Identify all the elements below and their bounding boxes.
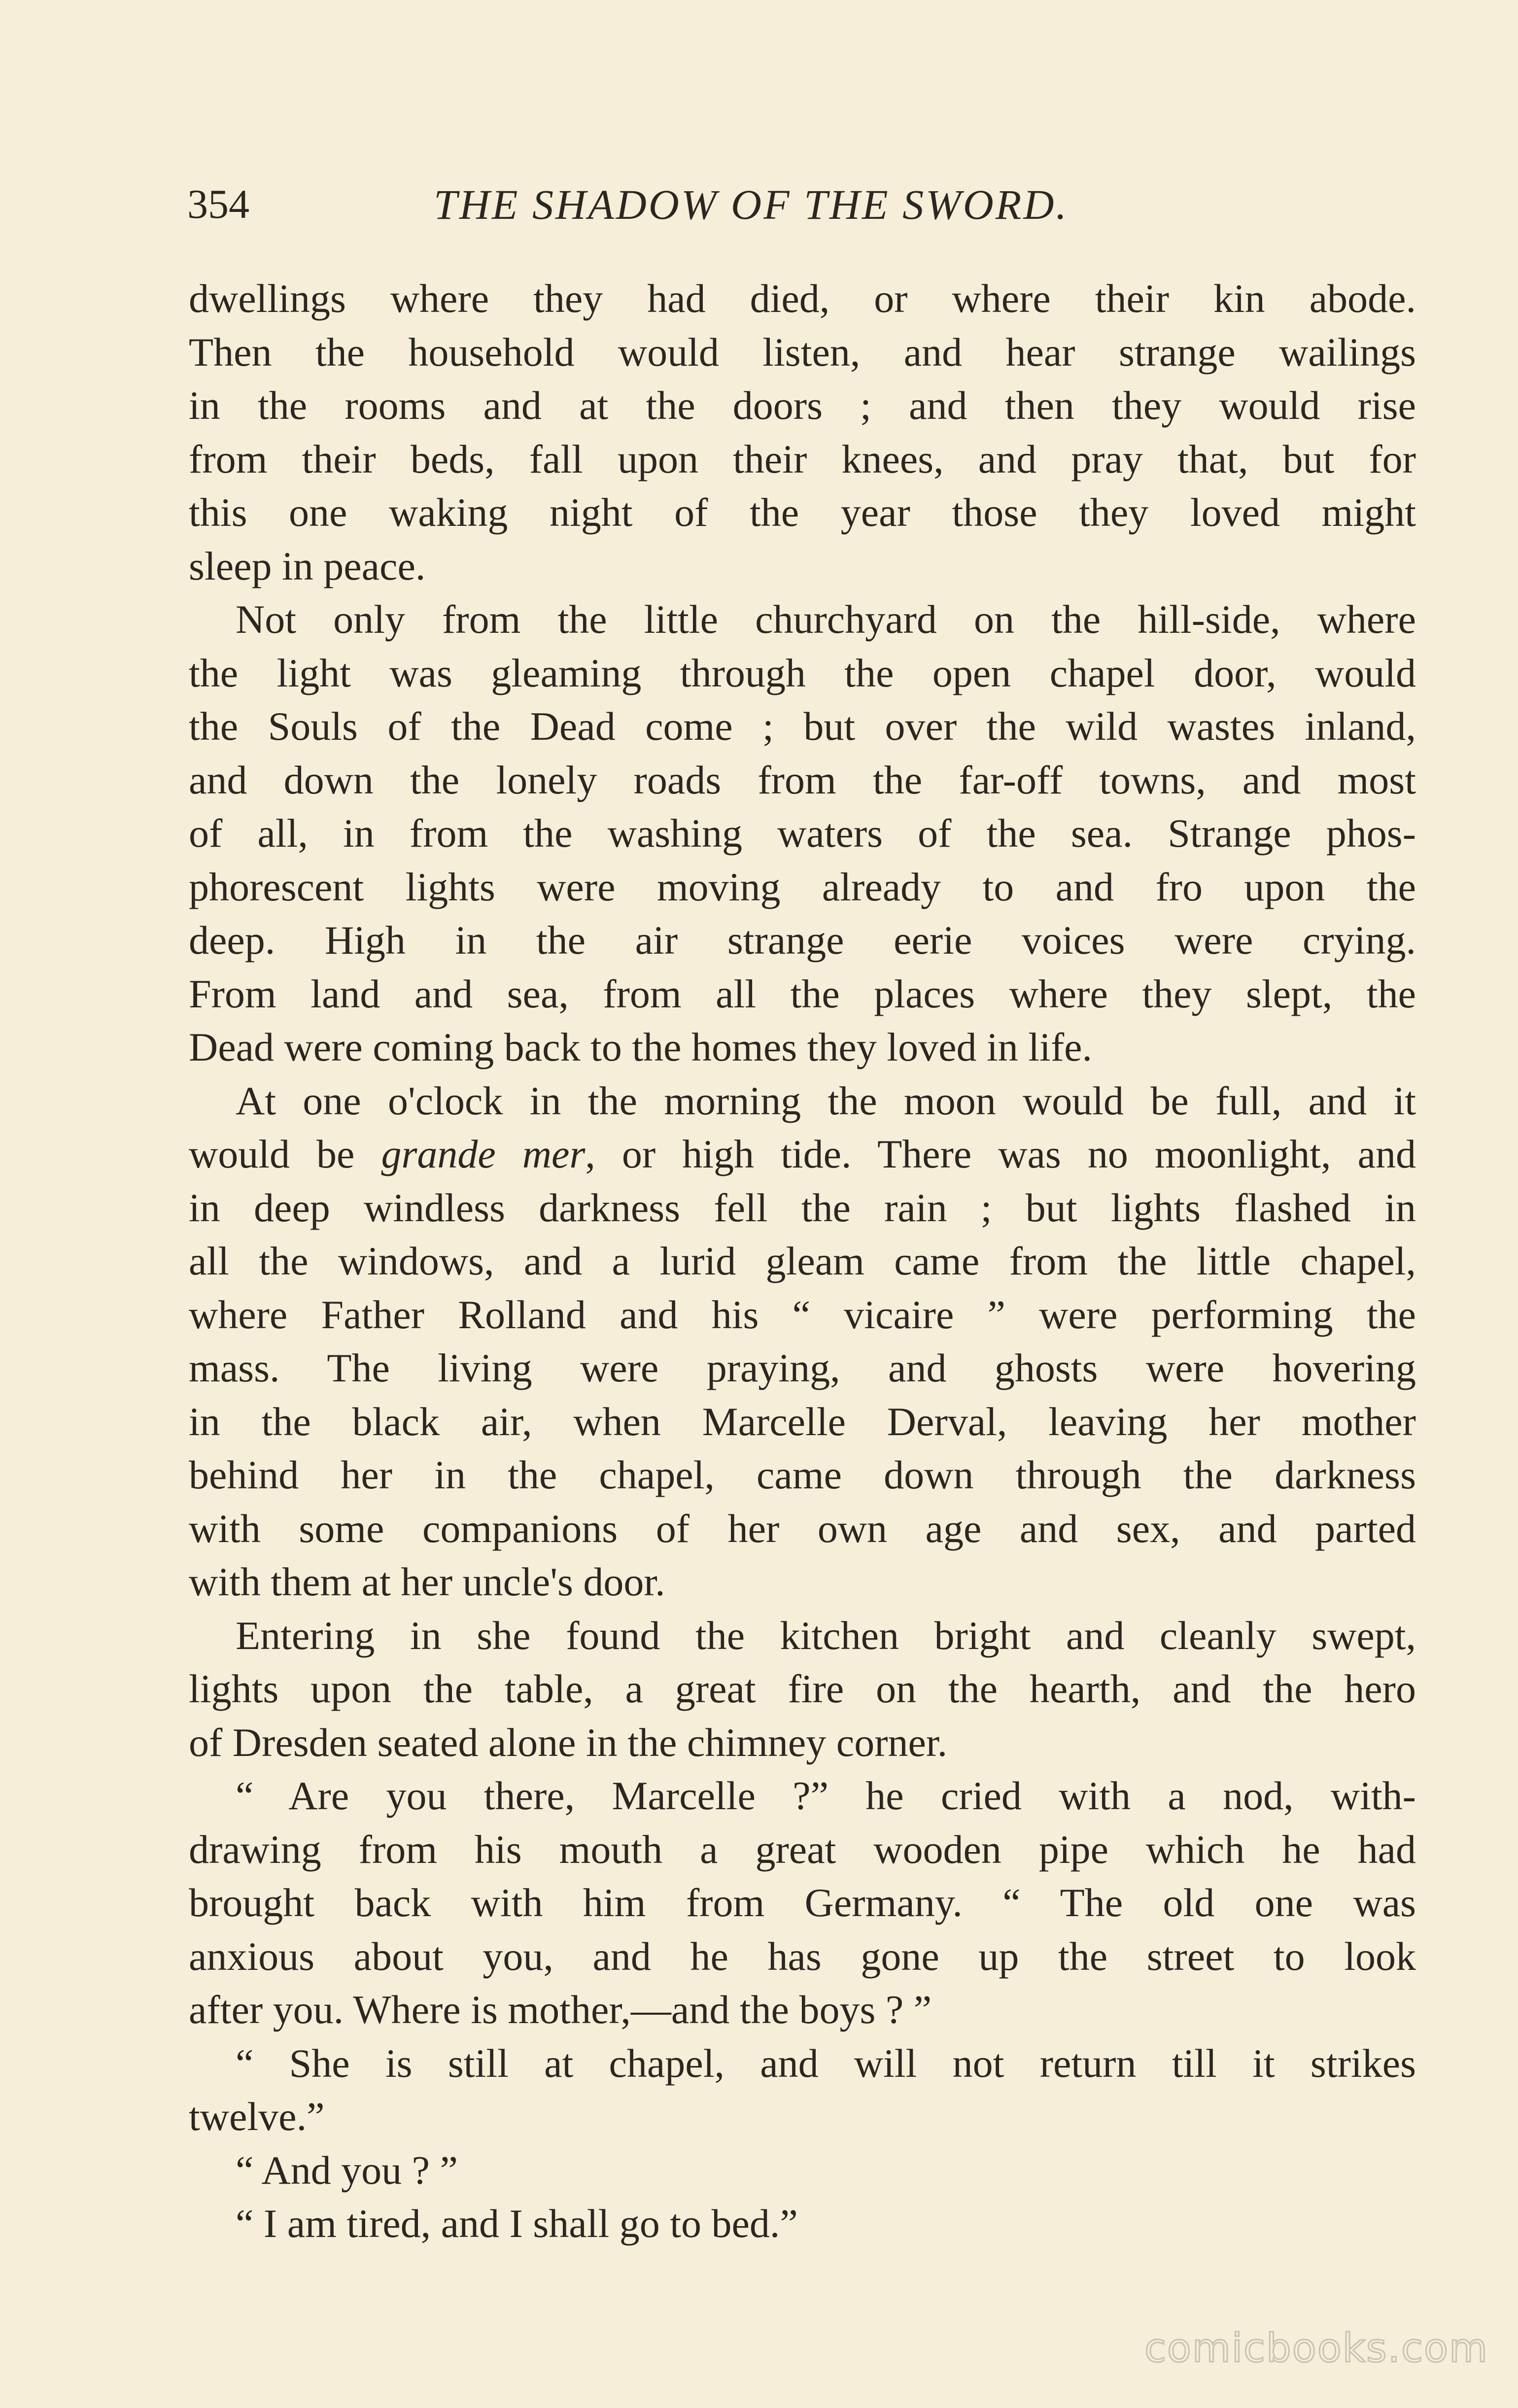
text-line: Entering in she found the kitchen bright and cleanly swept, [236, 1613, 1416, 1658]
text-line: and down the lonely roads from the far-off towns, and most [189, 757, 1416, 802]
text-line: mass. The living were praying, and ghosts were hovering [189, 1345, 1416, 1390]
text-line: in deep windless darkness fell the rain ; but lights flashed in [189, 1185, 1416, 1230]
text-line: with them at her uncle's door. [189, 1559, 665, 1604]
italic-phrase: grande mer [381, 1132, 586, 1176]
text-line: “ Are you there, Marcelle ?” he cried with a nod, with- [236, 1773, 1416, 1818]
text-run: , or high tide. There was no moonlight, and [585, 1132, 1416, 1176]
text-run: would be [189, 1132, 381, 1176]
text-line: dwellings where they had died, or where their kin abode. [189, 276, 1416, 321]
text-line: after you. Where is mother,—and the boys ? ” [189, 1987, 932, 2032]
text-line: phorescent lights were moving already to and fro upon the [189, 864, 1416, 909]
text-line: At one o'clock in the morning the moon would be full, and it [236, 1078, 1416, 1123]
text-line: where Father Rolland and his “ vicaire ” were performing the [189, 1292, 1416, 1337]
text-line: drawing from his mouth a great wooden pipe which he had [189, 1826, 1416, 1872]
text-line: anxious about you, and he has gone up the street to look [189, 1933, 1416, 1979]
watermark: comicbooks.com [1144, 2325, 1488, 2371]
text-line: with some companions of her own age and sex, and parted [189, 1506, 1416, 1551]
body-text [189, 272, 1416, 2251]
text-line: lights upon the table, a great fire on the hearth, and the hero [189, 1666, 1416, 1711]
text-line: from their beds, fall upon their knees, and pray that, but for [189, 436, 1416, 482]
text-line: twelve.” [189, 2094, 325, 2139]
text-line: of all, in from the washing waters of the sea. Strange phos- [189, 811, 1416, 856]
text-line: Then the household would listen, and hear strange wailings [189, 329, 1416, 375]
text-line: “ She is still at chapel, and will not return till it strikes [236, 2040, 1416, 2086]
text-line: “ I am tired, and I shall go to bed.” [236, 2201, 798, 2246]
page-header [187, 175, 1424, 234]
text-line: From land and sea, from all the places where they slept, the [189, 971, 1416, 1016]
text-line: in the black air, when Marcelle Derval, leaving her mother [189, 1399, 1416, 1444]
text-line: this one waking night of the year those they loved might [189, 490, 1416, 535]
text-line: brought back with him from Germany. “ The old one was [189, 1880, 1416, 1925]
text-line: the light was gleaming through the open chapel door, would [189, 650, 1416, 695]
page-number: 354 [187, 181, 249, 227]
text-line: deep. High in the air strange eerie voices were crying. [189, 918, 1416, 963]
running-title: THE SHADOW OF THE SWORD. [434, 181, 1069, 228]
text-line: Dead were coming back to the homes they loved in life. [189, 1025, 1093, 1069]
text-line: all the windows, and a lurid gleam came from the little chapel, [189, 1238, 1416, 1283]
text-line: of Dresden seated alone in the chimney corner. [189, 1720, 948, 1765]
text-line: “ And you ? ” [236, 2147, 458, 2193]
text-line: the Souls of the Dead come ; but over the wild wastes inland, [189, 704, 1416, 749]
text-line-mixed [189, 1128, 1416, 1181]
text-line: sleep in peace. [189, 543, 426, 588]
text-line: Not only from the little churchyard on the hill-side, where [236, 597, 1416, 642]
text-line: behind her in the chapel, came down through the darkness [189, 1452, 1416, 1497]
text-line: in the rooms and at the doors ; and then they would rise [189, 383, 1416, 428]
